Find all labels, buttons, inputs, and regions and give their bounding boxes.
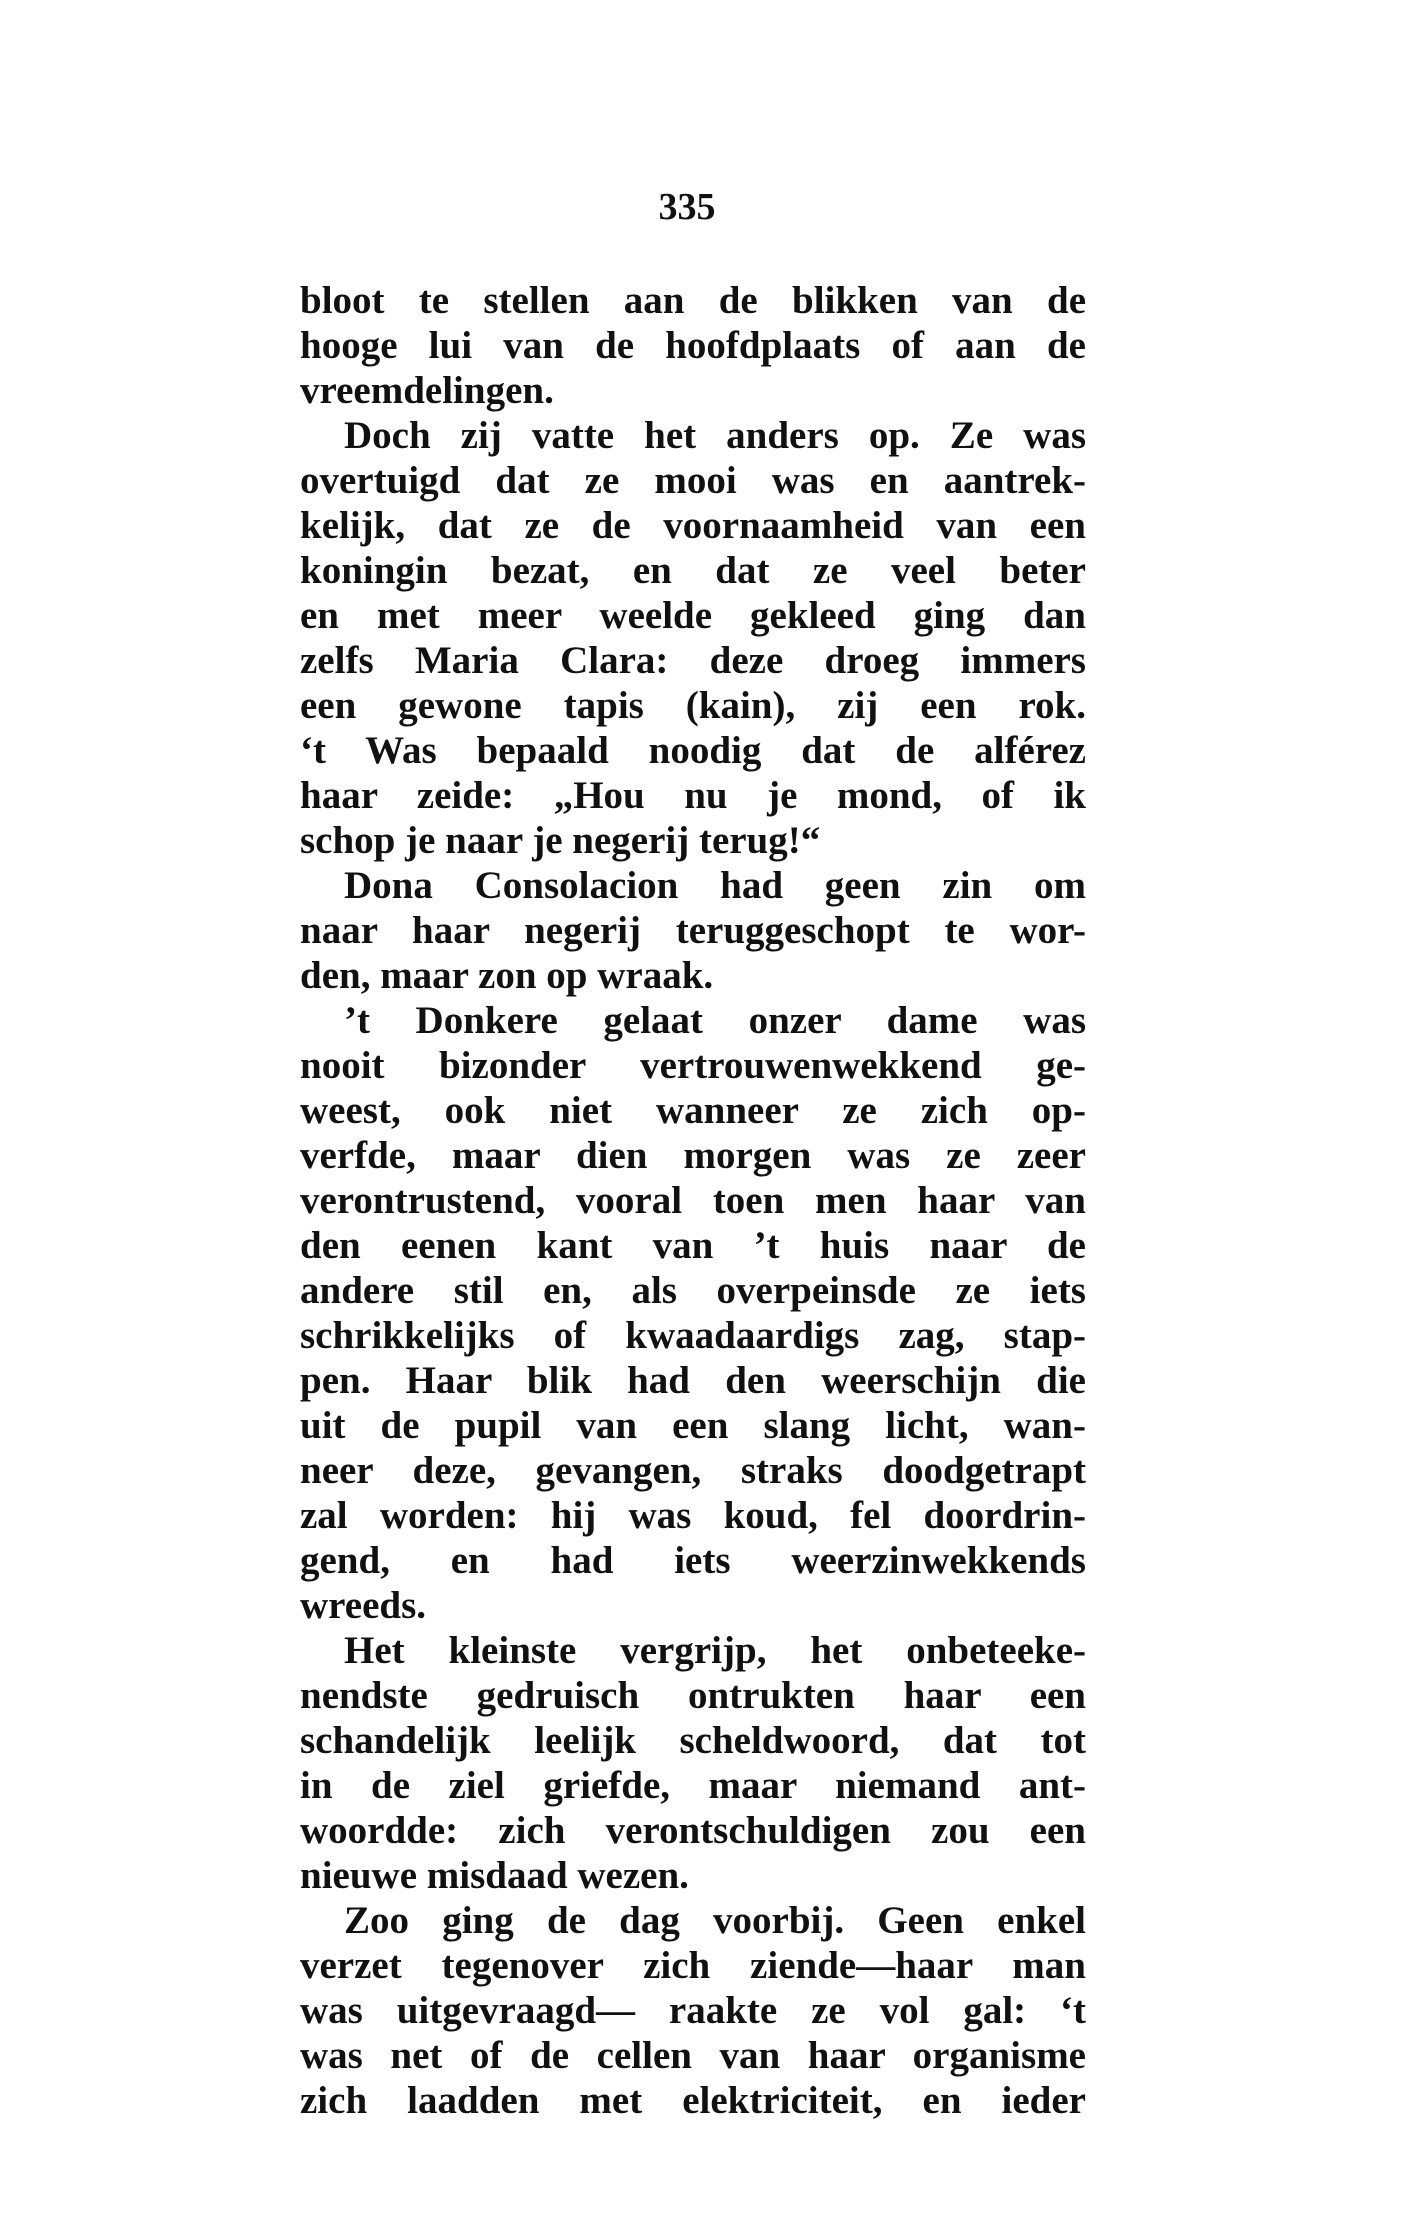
text-line: in de ziel griefde, maar niemand ant- <box>300 1764 1086 1807</box>
text-line: neer deze, gevangen, straks doodgetrapt <box>300 1449 1086 1492</box>
text-line: vreemdelingen. <box>300 369 554 412</box>
text-line: zal worden: hij was koud, fel doordrin- <box>300 1494 1086 1537</box>
text-line: pen. Haar blik had den weerschijn die <box>300 1359 1086 1402</box>
text-line: ’t Donkere gelaat onzer dame was <box>344 999 1086 1042</box>
text-line: Doch zij vatte het anders op. Ze was <box>344 414 1086 457</box>
text-line: zich laadden met elektriciteit, en ieder <box>300 2079 1086 2122</box>
text-line: overtuigd dat ze mooi was en aantrek- <box>300 459 1086 502</box>
text-line: hooge lui van de hoofdplaats of aan de <box>300 324 1086 367</box>
text-line: verzet tegenover zich ziende—haar man <box>300 1944 1086 1987</box>
text-line: was uitgevraagd— raakte ze vol gal: ‘t <box>300 1989 1086 2032</box>
text-line: wreeds. <box>300 1584 427 1627</box>
text-line: schrikkelijks of kwaadaardigs zag, stap- <box>300 1314 1086 1357</box>
text-line: weest, ook niet wanneer ze zich op- <box>300 1089 1086 1132</box>
text-line: den eenen kant van ’t huis naar de <box>300 1224 1086 1267</box>
text-line: den, maar zon op wraak. <box>300 954 714 997</box>
text-line: en met meer weelde gekleed ging dan <box>300 594 1086 637</box>
text-line: woordde: zich verontschuldigen zou een <box>300 1809 1086 1852</box>
text-line: Dona Consolacion had geen zin om <box>344 864 1086 907</box>
text-line: nieuwe misdaad wezen. <box>300 1854 689 1897</box>
text-line: verfde, maar dien morgen was ze zeer <box>300 1134 1086 1177</box>
body-text <box>300 278 1086 2123</box>
text-line: schop je naar je negerij terug!“ <box>300 819 821 862</box>
text-line: koningin bezat, en dat ze veel beter <box>300 549 1086 592</box>
text-line: zelfs Maria Clara: deze droeg immers <box>300 639 1086 682</box>
text-line: ‘t Was bepaald noodig dat de alférez <box>300 729 1086 772</box>
text-line: verontrustend, vooral toen men haar van <box>300 1179 1086 1222</box>
text-line: Het kleinste vergrijp, het onbeteeke- <box>344 1629 1086 1672</box>
text-line: schandelijk leelijk scheldwoord, dat tot <box>300 1719 1086 1762</box>
text-line: nendste gedruisch ontrukten haar een <box>300 1674 1086 1717</box>
text-line: Zoo ging de dag voorbij. Geen enkel <box>344 1899 1086 1942</box>
text-line: nooit bizonder vertrouwenwekkend ge- <box>300 1044 1086 1087</box>
text-line: gend, en had iets weerzinwekkends <box>300 1539 1086 1582</box>
text-line: kelijk, dat ze de voornaamheid van een <box>300 504 1086 547</box>
text-line: was net of de cellen van haar organisme <box>300 2034 1086 2077</box>
text-line: naar haar negerij teruggeschopt te wor- <box>300 909 1086 952</box>
text-line: bloot te stellen aan de blikken van de <box>300 279 1086 322</box>
text-line: andere stil en, als overpeinsde ze iets <box>300 1269 1086 1312</box>
text-line: haar zeide: „Hou nu je mond, of ik <box>300 774 1086 817</box>
text-line: uit de pupil van een slang licht, wan- <box>300 1404 1086 1447</box>
page-number: 335 <box>658 186 716 228</box>
text-line: een gewone tapis (kain), zij een rok. <box>300 684 1086 727</box>
